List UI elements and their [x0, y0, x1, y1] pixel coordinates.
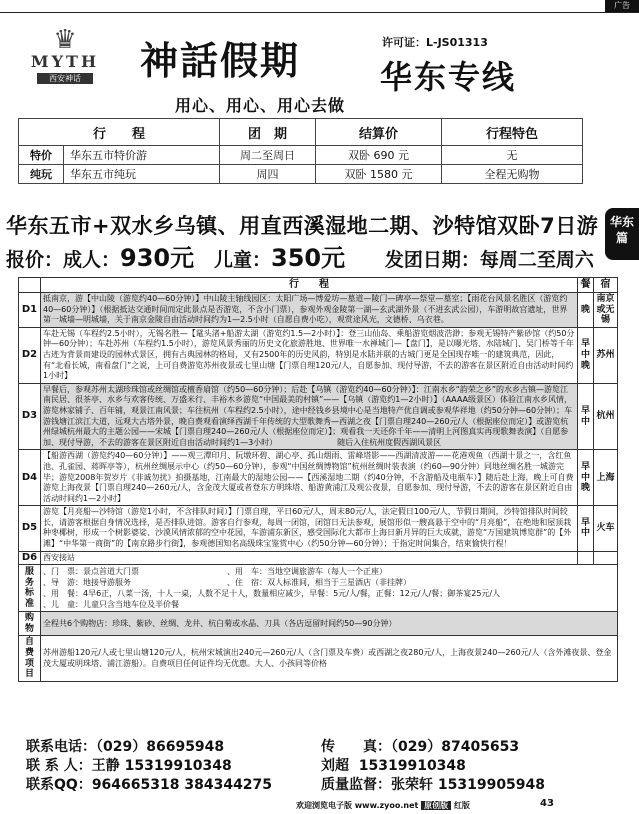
page-number: 43 [540, 798, 554, 809]
qq-numbers: 964665318 384344275 [91, 777, 273, 793]
route-table [18, 118, 583, 184]
brand-title: 神話假期 [140, 39, 301, 83]
region-title: 华东专线 [380, 58, 517, 96]
side-tab-east-china: 华东篇 [605, 208, 639, 260]
contact-row: 联系电话：（029）86695948 传 真：（029）87405653 [26, 739, 520, 755]
contact-row: 联系QQ：964665318 384344275 质量监督：张荣轩 15319905948 [26, 777, 546, 793]
itinerary-header: 行 程 餐 宿 [19, 278, 618, 293]
quality-supervisor: 张荣轩 15319905948 [391, 777, 546, 793]
tour-headline: 华东五市+双水乡乌镇、用直西溪湿地二期、沙特馆双卧7日游 [6, 214, 599, 238]
contact-row: 联 系 人：王静 15319910348 刘超 15319910348 [26, 758, 466, 774]
logo-subtitle: 西安神话 [37, 73, 93, 84]
footer-link[interactable]: 欢迎浏览电子版 www.zyoo.net [296, 801, 419, 810]
contact-person: 王静 15319910348 [91, 758, 232, 774]
itinerary-day-4: D4 【船游西湖（游览约40—60分钟）】——观三潭印月、阮墩环碧、湖心亭、孤山烟雨、雷峰塔影——西湖清波游——花港观鱼（西湖十景之一，含红鱼池、孔雀园、蒋晖亭等），杭州丝绸展示中心（约50—60分钟），参观“中国丝绸博物馆”杭州丝绸时装表演（约60—90分钟）同地丝绸名胜一城游完毕；游览2008年贺岁片《非诚勿扰》拍摄基地，江南最大的湿地公园——【西溪湿地二期（约40分钟，不含游船及电瓶车）】随后赴上海，晚上可自费游览上海夜景【门票自理240—260元/人，含金茂大厦或者登东方明珠塔、船游黄浦江及观公夜景，自愿参加、现付导游，不去的游客在景区附近自由活动时间约1—2小时】 早中晚 上海 [19, 450, 618, 506]
top-divider [0, 12, 639, 13]
adult-price: 930元 [120, 244, 195, 272]
myth-logo [20, 25, 110, 98]
itinerary-day-3: D3 早餐后，参观苏州太湖珍珠馆或丝绸馆或檀香扇馆（约50—60分钟）；后赴【乌镇（游览约40—60分钟）】：江南水乡“韵荣之乡”的水乡古镇—游览江南民居、很茶亭、水乡与欢客传统、万盛米行、丰裕木乡游览“中国最美的村镇”——【乌镇（游览约1—2小时）】（AAAA级景区）体验江南水乡风情，游览林家铺子、百年铺，观景江南风景；车往杭州（车程约2.5小时），途中经钱乡县境中心是当地特产优自调或参观华祥地（约50分钟—60分钟）；车游钱塘江滨江大道，远观大古塔外景，晚自费观看演绎西湖千年传统的大型歌舞秀—西湖之夜【门票自理240—260元/人（根据座位而定）】或游览杭州绿城杭州最大的主题公园——宋城【门票自理240—260元/人（根据座位而定）】；观看我一天还你千年——清明上河图真实再现歌舞表演】（自愿参加、现付导游，不去的游客在景区附近自由活动时间约1—3小时） 随后入住杭州度假西湖风景区 早中 杭州 [19, 383, 618, 450]
phone-number: （029）86695948 [96, 739, 225, 755]
shopping-row: 购物 全程共6个购物店：珍珠、紫砂、丝绸、龙井、杭白菊或水晶、刀具（各店逗留时间约50—90分钟） [19, 612, 618, 636]
footer [296, 800, 470, 811]
itinerary-day-5: D5 游览【月亮船—沙特馆（游览1小时，不含排队时间）】门票自理，平日60元/人，周末80元/人，法定假日100元/人，节假日期间，沙特馆排队时间较长，请游客根据自身情况选择，是否排队进馆。游客自行参观，每周一闭馆，闭馆日无法参观，展馆形似一艘高悬于空中的“月亮船”，在绝地和屋顶栽种枣椰树，形成一个树影婆娑、沙漠风情浓郁的空中花园，车游浦东新区，感受国际化大都市上海日新月异的巨大成就，游览“万国建筑博览群”的【外滩】“中华第一商街”的【南京路步行街】，参观德国知名高级珠宝鉴赏中心（约50分钟—60分钟）；于指定时间集合，结束愉快行程！ 早中 火车 [19, 506, 618, 551]
license-number: 许可证：L-JS01313 [382, 36, 488, 49]
contact-person-2: 15319910348 [358, 758, 466, 774]
itinerary-day-1: D1 抵南京，游【中山陵（游览约40—60分钟）】中山陵主轴线园区：太阳广场—博爱坊—墓道—陵门—碑亭—祭堂—墓室；【雨花台风景名胜区（游览约40—60分钟）】（根据抵达交通时间而定此景点是否游览，不含小门票），参观外观金陵第一湖—玄武湖外景（不进玄武公园），车游明故宫遗址，世界第一城墙—明城墙，关于南京金陵自由活动时间约为1—2.5小时（自愿自费小吃），观赏途风光，文德桥、乌衣巷。 晚 南京或无锡 [19, 293, 618, 328]
price-line: 报价：成人：930元 儿童：350元 发团日期：每周二至周六 [6, 244, 594, 272]
depart-dates: 每周二至周六 [479, 249, 594, 271]
crown-icon: ♛ [53, 25, 77, 55]
contact-block [26, 738, 586, 795]
itinerary-day-6: D6 西安接站 [19, 551, 618, 565]
itinerary-day-2: D2 车赴无锡（车程约2.5小时），无锡名胜—【鼋头渚+船游太湖（游览约1.5—2小时）】：登三山仙岛、乘船游览烟波浩渺；参观无锡特产紫砂馆（约50分钟—60分钟）；车赴苏州（车程约1.5小时），游览风景秀丽的历史文化旅游胜地、世界唯一水禅城门—【盘门】，是以曝光塔、水陆城门、吴门桥等千年古迹为背景而建设的园林式景区，拥有古典园林的格局，又有2500年的历史风韵，特别是水陆并联的古城门更是全国现存唯一的建筑典范，因此，有“北看长城，南看盘门”之说，上可自费游览苏州夜景或七里山塘【门票自理120元/人，自愿参加、现付导游，不去的游客在景区附近自由活动时间约1小时】 早中晚 苏州 [19, 327, 618, 383]
footer-badge: 原创版 [421, 801, 451, 810]
footer-section: 红版 [453, 801, 470, 810]
fax-number: （029）87405653 [391, 739, 520, 755]
table-row: 纯玩 华东五市纯玩 周四 双卧 1580 元 全程无购物 [19, 165, 583, 184]
ad-corner-tag: 广告 [605, 0, 639, 12]
itinerary-table [18, 277, 618, 682]
includes-row: 服务标准 、门 票：景点首道大门票 、用 车：当地空调旅游车（每人一个正座） 、导 游：地接导游服务 、住 宿：双人标准间，相当于三星酒店（非挂牌） 、用 餐：4早6正，八菜一汤，十人一桌，人数不足十人，数量相应减少，早餐：5元/人/餐，正餐：12元/人/餐；御茶宴25元/人 、儿 童：儿童只含当地车位及半价餐 [19, 565, 618, 612]
optional-row: 自费项目 苏州游船120元/人或七里山塘120元/人，杭州宋城演出240元—260元/人（含门票及车费）或西湖之夜280元/人，上海夜景240—260元/人（含外滩夜景、登金茂大厦或明珠塔、浦江游船）。自费项目任何证件均无优惠。大人、小孩同等价格 [19, 636, 618, 681]
route-table-header: 行 程 团 期 结算价 行程特色 [19, 119, 583, 146]
slogan: 用心、用心、用心去做 [174, 96, 345, 115]
child-price: 350元 [271, 244, 346, 272]
table-row: 特价 华东五市特价游 周二至周日 双卧 690 元 无 [19, 146, 583, 165]
logo-wordmark: MYTH [30, 52, 100, 71]
